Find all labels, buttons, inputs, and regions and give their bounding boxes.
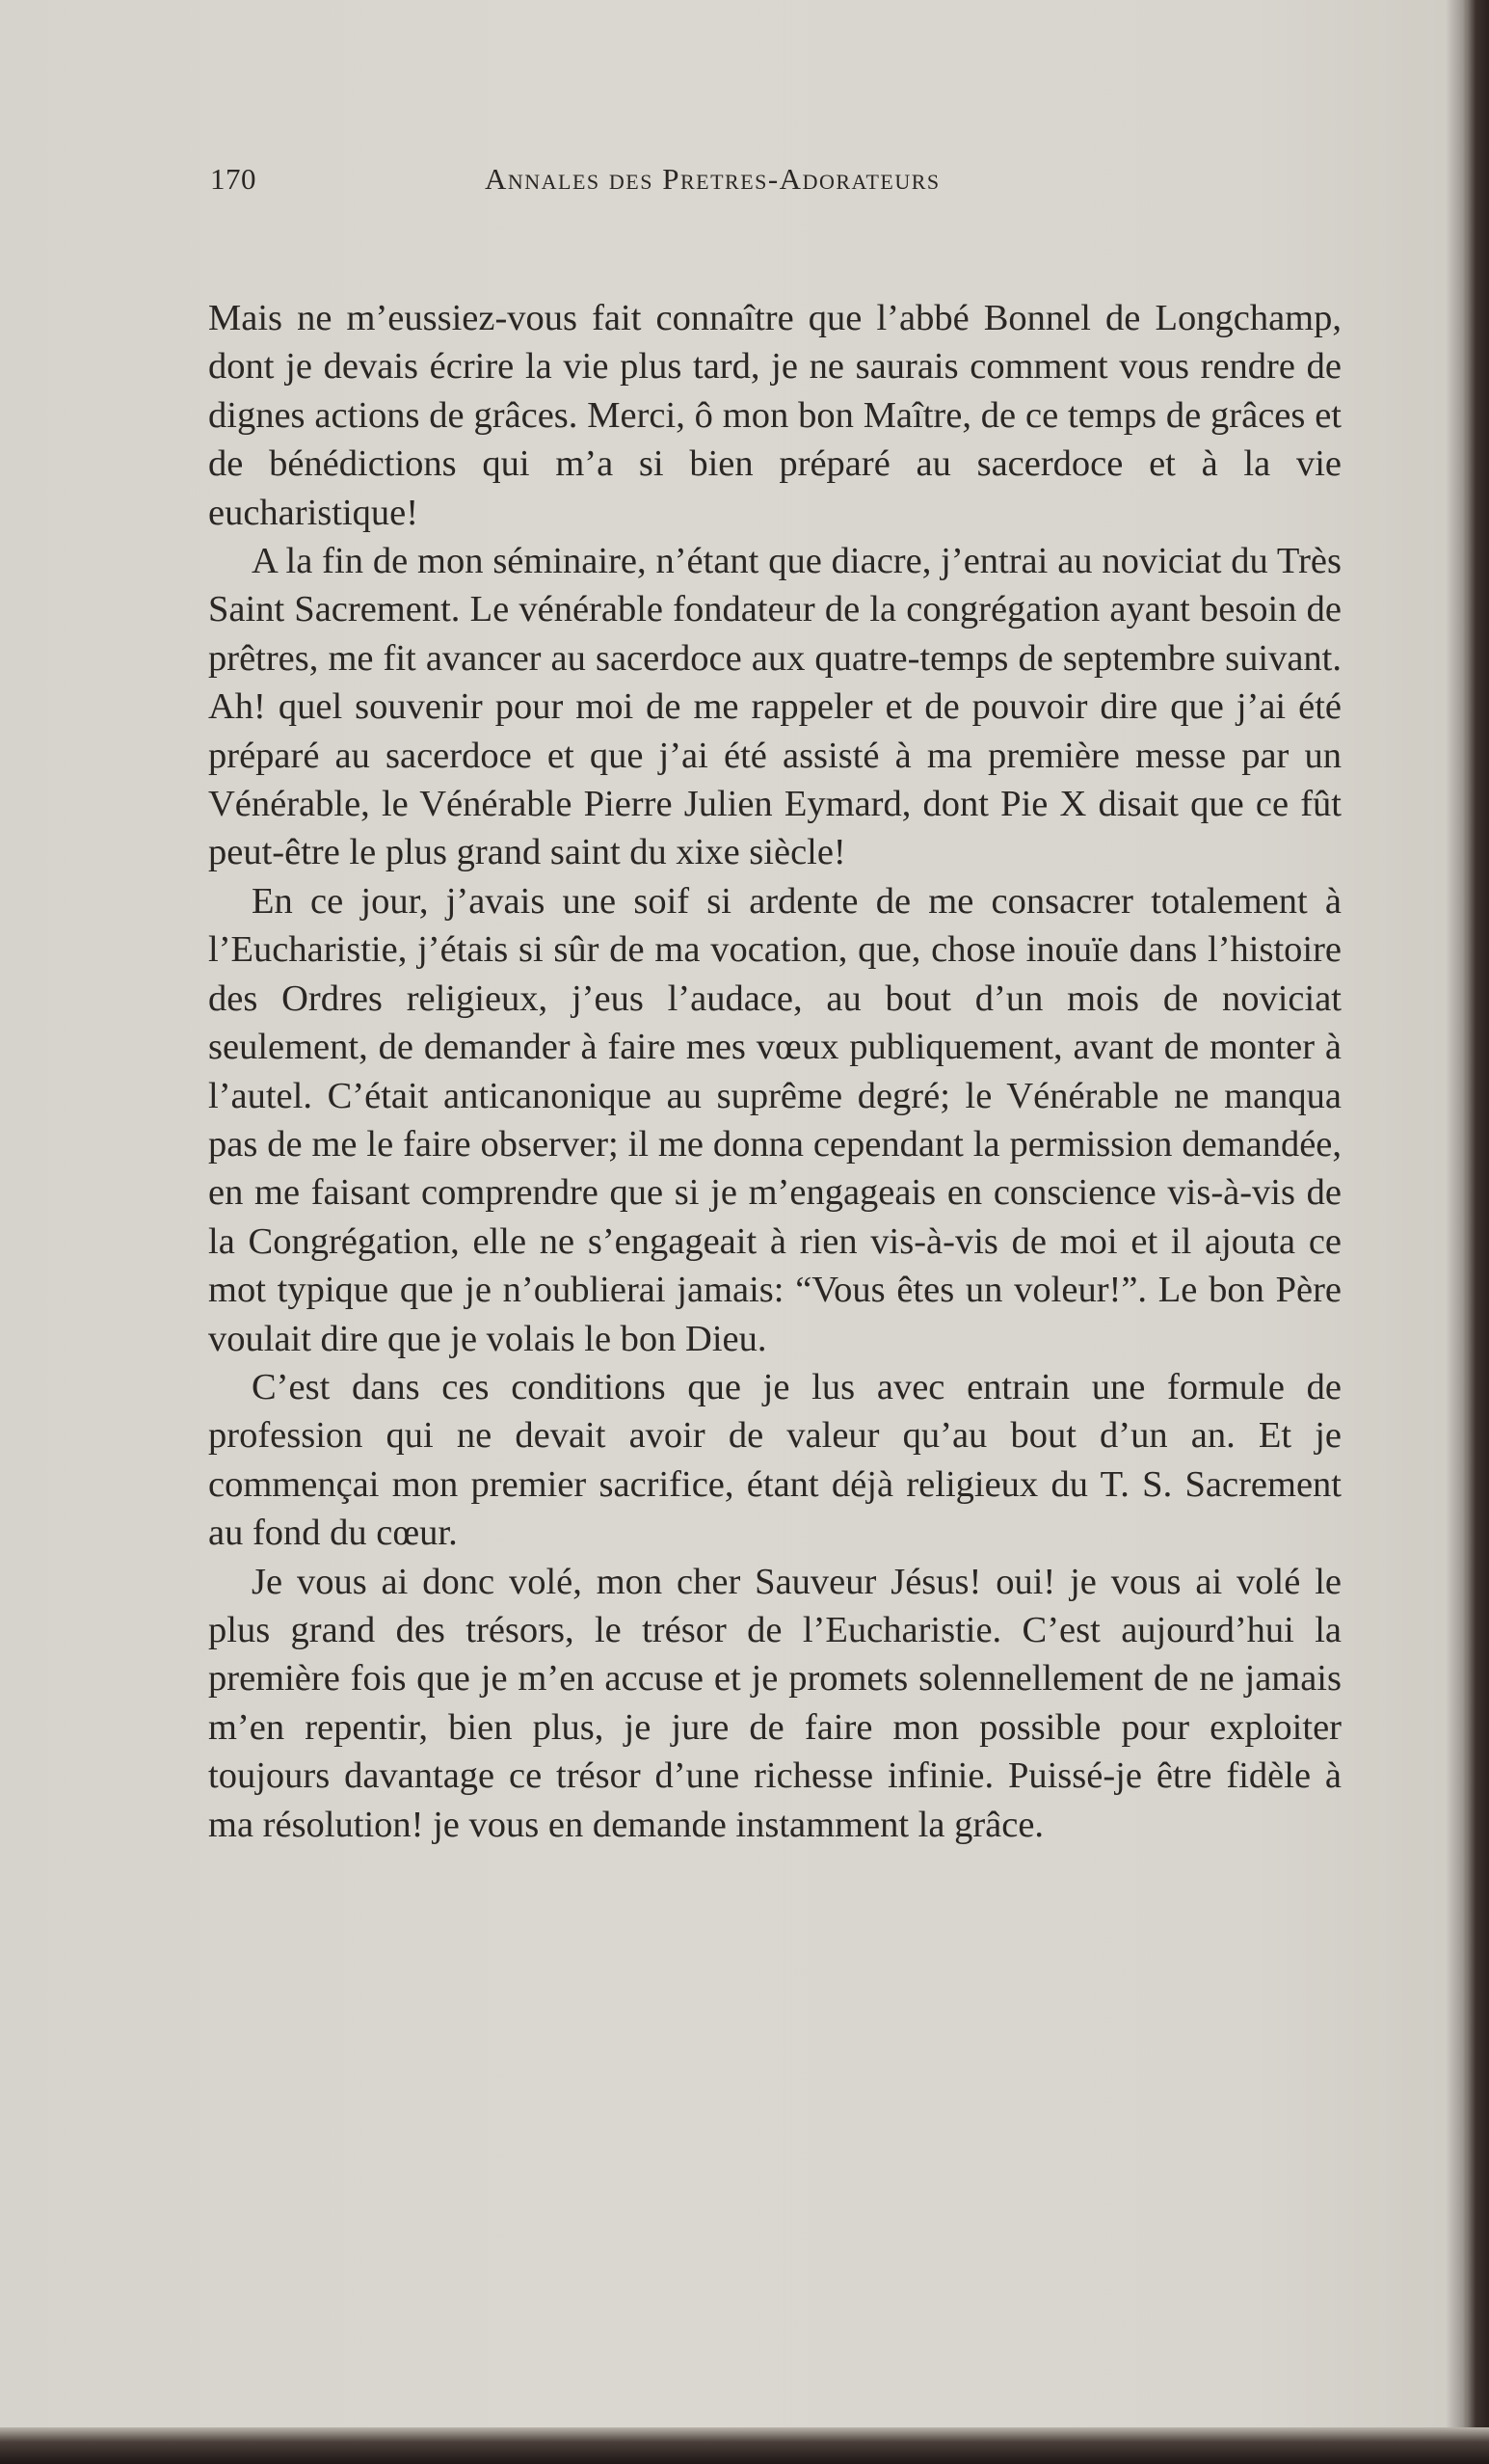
paragraph-2: A la fin de mon séminaire, n’étant que diacre, j’entrai au noviciat du Très Saint Sacrement. Le vénérable fondateur de la congrégation ayant besoin de prêtres, me fit avancer au sacerdoce aux quatre-temps de septembre suivant. Ah! quel souvenir pour moi de me rappeler et de pouvoir dire que j’ai été préparé au sacerdoce et que j’ai été assisté à ma première messe par un Vénérable, le Vénérable Pierre Julien Eymard, dont Pie X disait que ce fût peut-être le plus grand saint du xixe siècle! <box>208 541 1342 873</box>
page-header <box>210 162 1058 206</box>
paragraph-5: Je vous ai donc volé, mon cher Sauveur Jésus! oui! je vous ai volé le plus grand des trésors, le trésor de l’Eucharistie. C’est aujourd’hui la première fois que je m’en accuse et je promets solennellement de ne jamais m’en repentir, bien plus, je jure de faire mon possible pour exploiter toujours davantage ce trésor d’une richesse infinie. Puissé-je être fidèle à ma résolution! je vous en demande instamment la grâce. <box>208 1561 1342 1845</box>
page-number: 170 <box>210 162 256 196</box>
paragraph-4: C’est dans ces conditions que je lus avec entrain une formule de profession qui ne devait avoir de valeur qu’au bout d’un an. Et je commençai mon premier sacrifice, étant déjà religieux du T. S. Sacrement au fond du cœur. <box>208 1366 1342 1554</box>
page-right-shadow <box>1446 0 1489 2464</box>
page-bottom-shadow <box>0 2427 1489 2464</box>
running-title: Annales des Pretres-Adorateurs <box>485 162 941 196</box>
paragraph-1: Mais ne m’eussiez-vous fait connaître que l’abbé Bonnel de Longchamp, dont je devais écrire la vie plus tard, je ne saurais comment vous rendre de dignes actions de grâces. Merci, ô mon bon Maître, de ce temps de grâces et de bénédictions qui m’a si bien préparé au sacerdoce et à la vie eucharistique! <box>208 298 1342 533</box>
paragraph-3: En ce jour, j’avais une soif si ardente de me consacrer totalement à l’Eucharistie, j’étais si sûr de ma vocation, que, chose inouïe dans l’histoire des Ordres religieux, j’eus l’audace, au bout d’un mois de noviciat seulement, de demander à faire mes vœux publiquement, avant de monter à l’autel. C’était anticanonique au suprême degré; le Vénérable ne manqua pas de me le faire observer; il me donna cependant la permission demandée, en me faisant comprendre que si je m’engageais en conscience vis-à-vis de la Congrégation, elle ne s’engageait à rien vis-à-vis de moi et il ajouta ce mot typique que je n’oublierai jamais: “Vous êtes un voleur!”. Le bon Père voulait dire que je volais le bon Dieu. <box>208 880 1342 1359</box>
body-text <box>208 294 1342 1849</box>
